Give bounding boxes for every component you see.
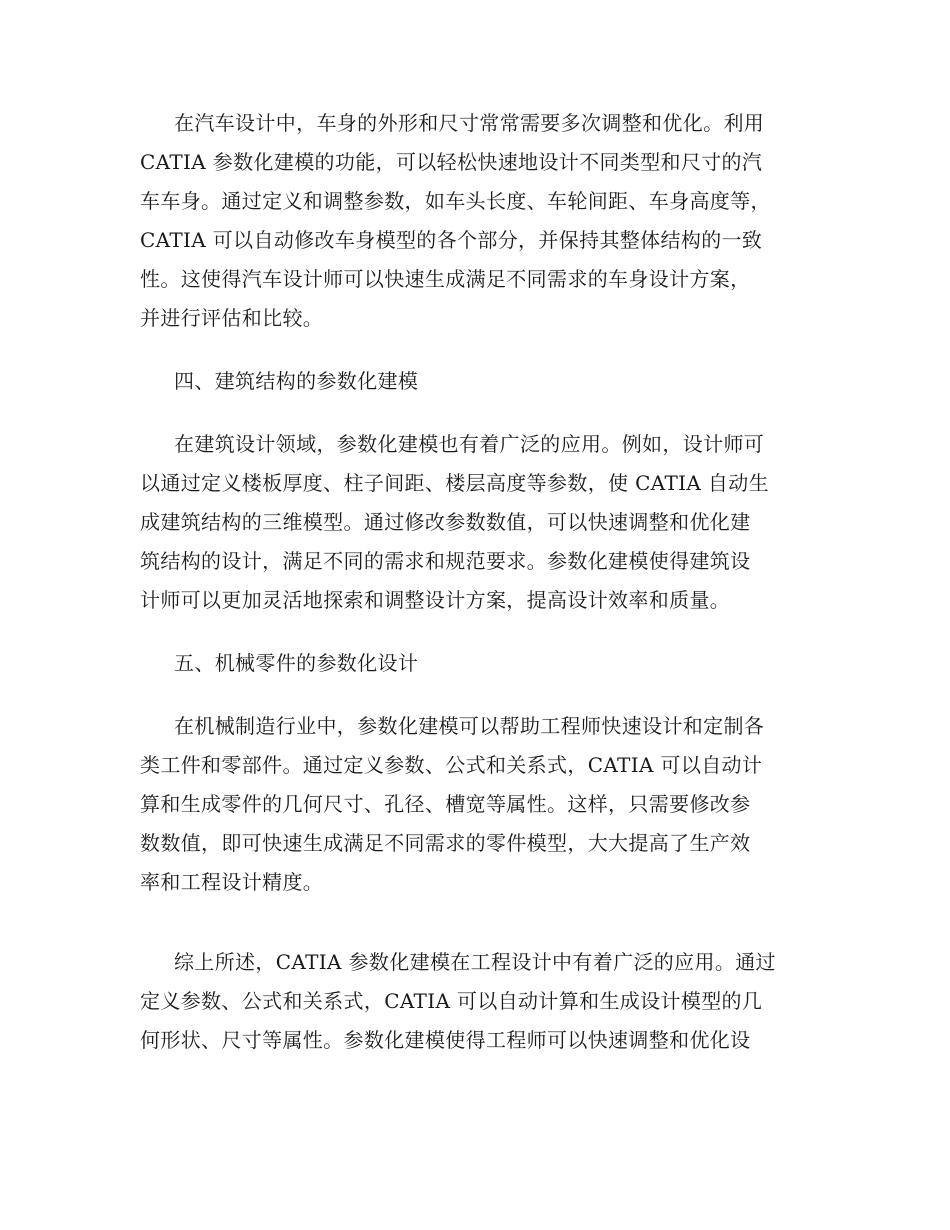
text-line: CATIA 可以自动修改车身模型的各个部分，并保持其整体结构的一致 — [140, 228, 763, 252]
text-line: 率和工程设计精度。 — [140, 870, 324, 894]
text-line: 类工件和零部件。通过定义参数、公式和关系式，CATIA 可以自动计 — [140, 753, 763, 777]
heading-text: 五、机械零件的参数化设计 — [174, 651, 419, 675]
text-line: 并进行评估和比较。 — [140, 306, 324, 330]
text-line: 定义参数、公式和关系式，CATIA 可以自动计算和生成设计模型的几 — [140, 989, 763, 1013]
text-line: 以通过定义楼板厚度、柱子间距、楼层高度等参数，使 CATIA 自动生 — [140, 471, 769, 495]
text-line: 在建筑设计领域，参数化建模也有着广泛的应用。例如，设计师可 — [174, 432, 765, 456]
text-line: 性。这使得汽车设计师可以快速生成满足不同需求的车身设计方案， — [140, 267, 751, 291]
text-line: 车车身。通过定义和调整参数，如车头长度、车轮间距、车身高度等， — [140, 189, 771, 213]
text-line: 在汽车设计中，车身的外形和尺寸常常需要多次调整和优化。利用 — [174, 111, 765, 135]
text-line: CATIA 参数化建模的功能，可以轻松快速地设计不同类型和尺寸的汽 — [140, 150, 763, 174]
text-line: 数数值，即可快速生成满足不同需求的零件模型，大大提高了生产效 — [140, 831, 751, 855]
text-line: 何形状、尺寸等属性。参数化建模使得工程师可以快速调整和优化设 — [140, 1028, 751, 1052]
text-line: 计师可以更加灵活地探索和调整设计方案，提高设计效率和质量。 — [140, 588, 731, 612]
heading-text: 四、建筑结构的参数化建模 — [174, 369, 419, 393]
text-line: 算和生成零件的几何尺寸、孔径、槽宽等属性。这样，只需要修改参 — [140, 792, 751, 816]
text-line: 成建筑结构的三维模型。通过修改参数数值，可以快速调整和优化建 — [140, 510, 751, 534]
text-line: 筑结构的设计，满足不同的需求和规范要求。参数化建模使得建筑设 — [140, 549, 751, 573]
text-line: 综上所述，CATIA 参数化建模在工程设计中有着广泛的应用。通过 — [174, 950, 776, 974]
text-line: 在机械制造行业中，参数化建模可以帮助工程师快速设计和定制各 — [174, 714, 765, 738]
